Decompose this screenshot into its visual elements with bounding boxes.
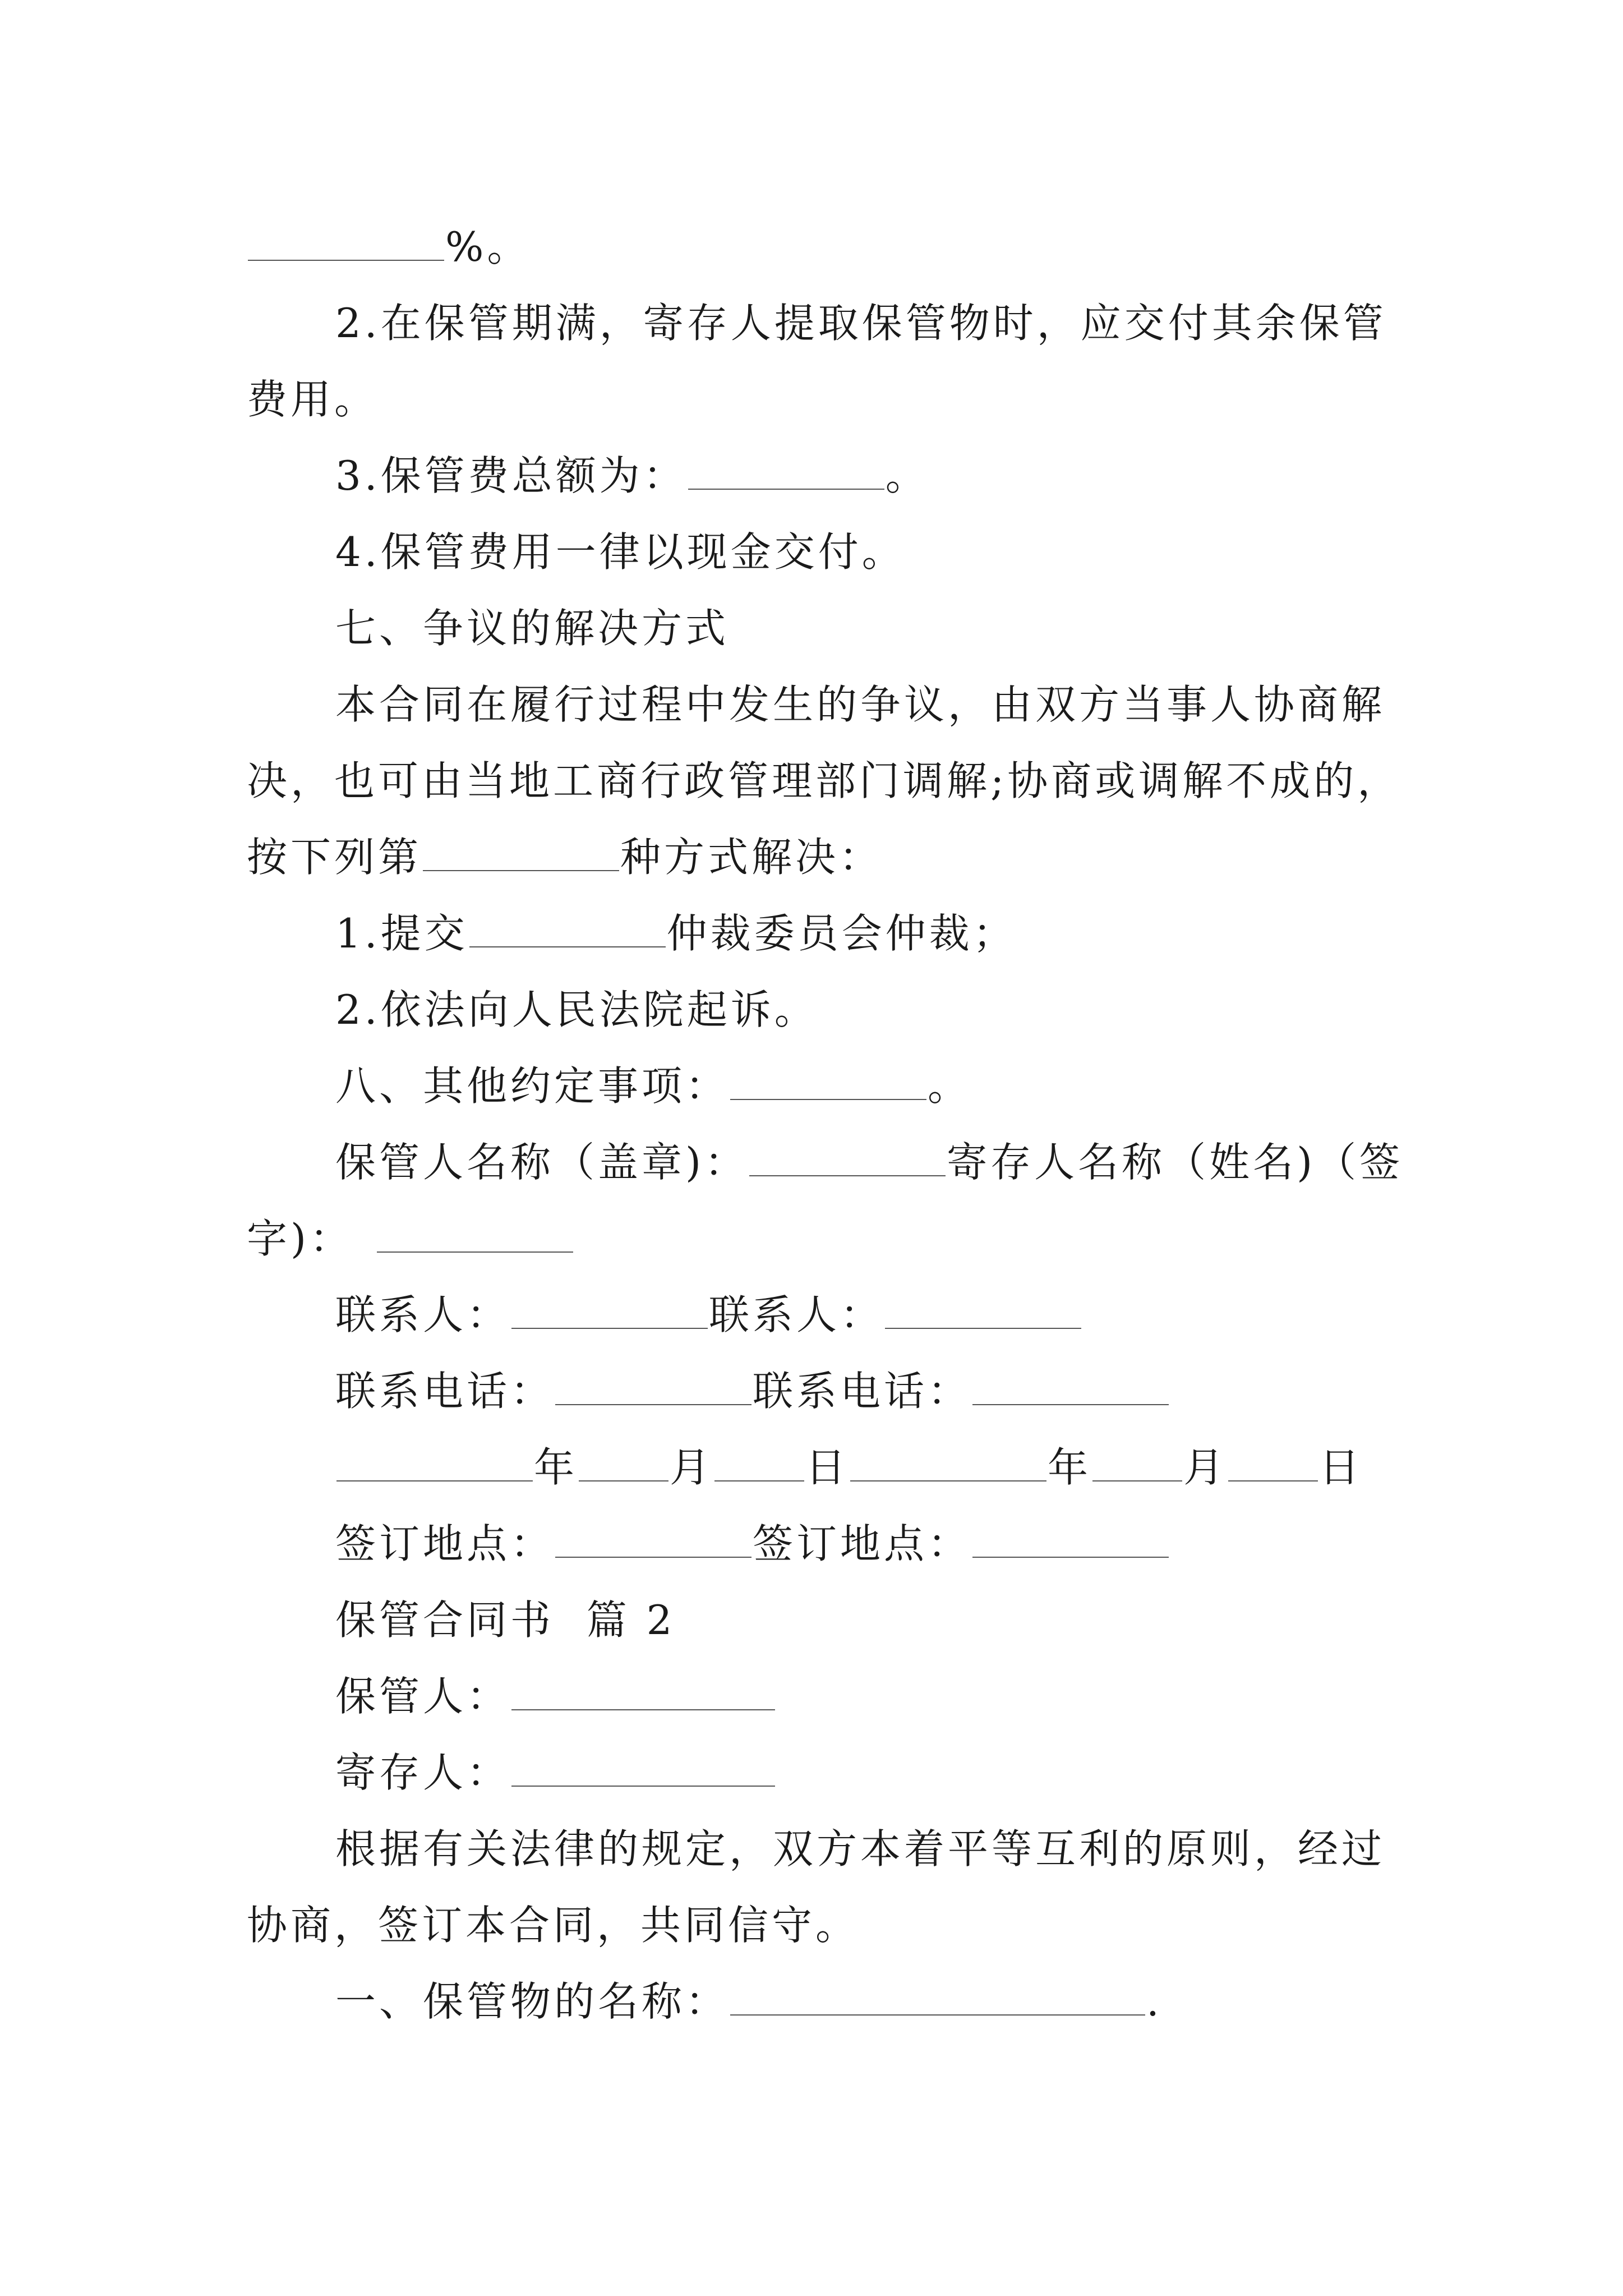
fill-blank — [423, 841, 619, 871]
section-heading-other — [247, 1048, 1391, 1124]
document-page — [247, 209, 1404, 2040]
section-heading-dispute: 七、争议的解决方式 — [335, 605, 730, 652]
fill-blank — [1228, 1451, 1318, 1481]
fill-blank — [248, 231, 444, 261]
text: 联系人： — [335, 1291, 511, 1338]
line-preamble-1: 根据有关法律的规定，双方本着平等互利的原则，经过 — [335, 1825, 1386, 1872]
fill-blank — [730, 1985, 1145, 2016]
fill-blank — [511, 1680, 775, 1710]
text: 寄存人名称（姓名)（签 — [947, 1139, 1404, 1186]
line-dates — [247, 1429, 1391, 1506]
line-dispute-1: 本合同在履行过程中发生的争议，由双方当事人协商解 — [335, 681, 1386, 728]
fill-blank — [511, 1299, 708, 1329]
fill-blank — [511, 1756, 775, 1787]
line-phones — [247, 1353, 1391, 1429]
text: . — [1146, 1978, 1163, 2025]
text: 寄存人： — [335, 1749, 511, 1796]
fill-blank — [555, 1375, 751, 1405]
line-fee-percent — [247, 209, 1391, 285]
fill-blank — [1092, 1451, 1182, 1481]
line-custodian — [247, 1658, 1391, 1734]
line-arbitration — [247, 895, 1391, 972]
line-places — [247, 1506, 1391, 1582]
text: 按下列第 — [247, 834, 422, 881]
text: 保管人： — [335, 1673, 511, 1720]
text: 联系电话： — [753, 1368, 972, 1415]
line-clause-2: 2.在保管期满，寄存人提取保管物时，应交付其余保管 — [335, 300, 1387, 347]
text: 种方式解决： — [620, 834, 883, 881]
line-party-names — [247, 1124, 1404, 1200]
line-signature — [247, 1200, 1391, 1277]
fill-blank — [850, 1451, 1046, 1481]
fill-blank — [714, 1451, 804, 1481]
text: 。 — [885, 452, 929, 499]
text: 日 — [805, 1444, 850, 1491]
line-depositor — [247, 1734, 1391, 1811]
line-contacts — [247, 1277, 1391, 1353]
fill-blank — [579, 1451, 668, 1481]
text: 仲裁委员会仲裁； — [666, 910, 1017, 957]
fill-blank — [885, 1299, 1081, 1329]
text: 联系人： — [709, 1291, 884, 1338]
text: 月 — [670, 1444, 714, 1491]
text: 保管人名称（盖章)： — [335, 1139, 749, 1186]
text: 签订地点： — [335, 1520, 555, 1567]
text: %。 — [445, 223, 531, 270]
text: 签订地点： — [753, 1520, 972, 1567]
text: 字)： — [247, 1215, 354, 1262]
line-clause-2-cont: 费用。 — [247, 376, 379, 423]
text: 3.保管费总额为： — [335, 452, 687, 499]
fill-blank — [336, 1451, 533, 1481]
fill-blank — [972, 1527, 1169, 1558]
section-title-part-2: 保管合同书 篇 2 — [335, 1596, 676, 1644]
fill-blank — [555, 1527, 751, 1558]
line-lawsuit: 2.依法向人民法院起诉。 — [335, 986, 818, 1033]
text: 一、保管物的名称： — [335, 1978, 730, 2025]
text: 八、其他约定事项： — [335, 1062, 730, 1110]
fill-blank — [972, 1375, 1169, 1405]
line-clause-4: 4.保管费用一律以现金交付。 — [335, 528, 906, 576]
fill-blank — [730, 1070, 926, 1100]
text: 1.提交 — [335, 910, 468, 957]
text: 。 — [928, 1062, 972, 1110]
text: 联系电话： — [335, 1368, 555, 1415]
fill-blank — [469, 917, 666, 947]
text: 月 — [1183, 1444, 1228, 1491]
line-preamble-2: 协商，签订本合同，共同信守。 — [247, 1902, 860, 1949]
text: 日 — [1319, 1444, 1363, 1491]
text: 年 — [1048, 1444, 1092, 1491]
section-heading-item-name — [247, 1963, 1391, 2040]
line-dispute-2: 决，也可由当地工商行政管理部门调解;协商或调解不成的， — [247, 757, 1401, 804]
line-dispute-3 — [247, 819, 1391, 895]
line-clause-3 — [247, 438, 1391, 514]
fill-blank — [377, 1222, 573, 1253]
fill-blank — [749, 1146, 946, 1176]
fill-blank — [688, 459, 884, 490]
text: 年 — [534, 1444, 578, 1491]
